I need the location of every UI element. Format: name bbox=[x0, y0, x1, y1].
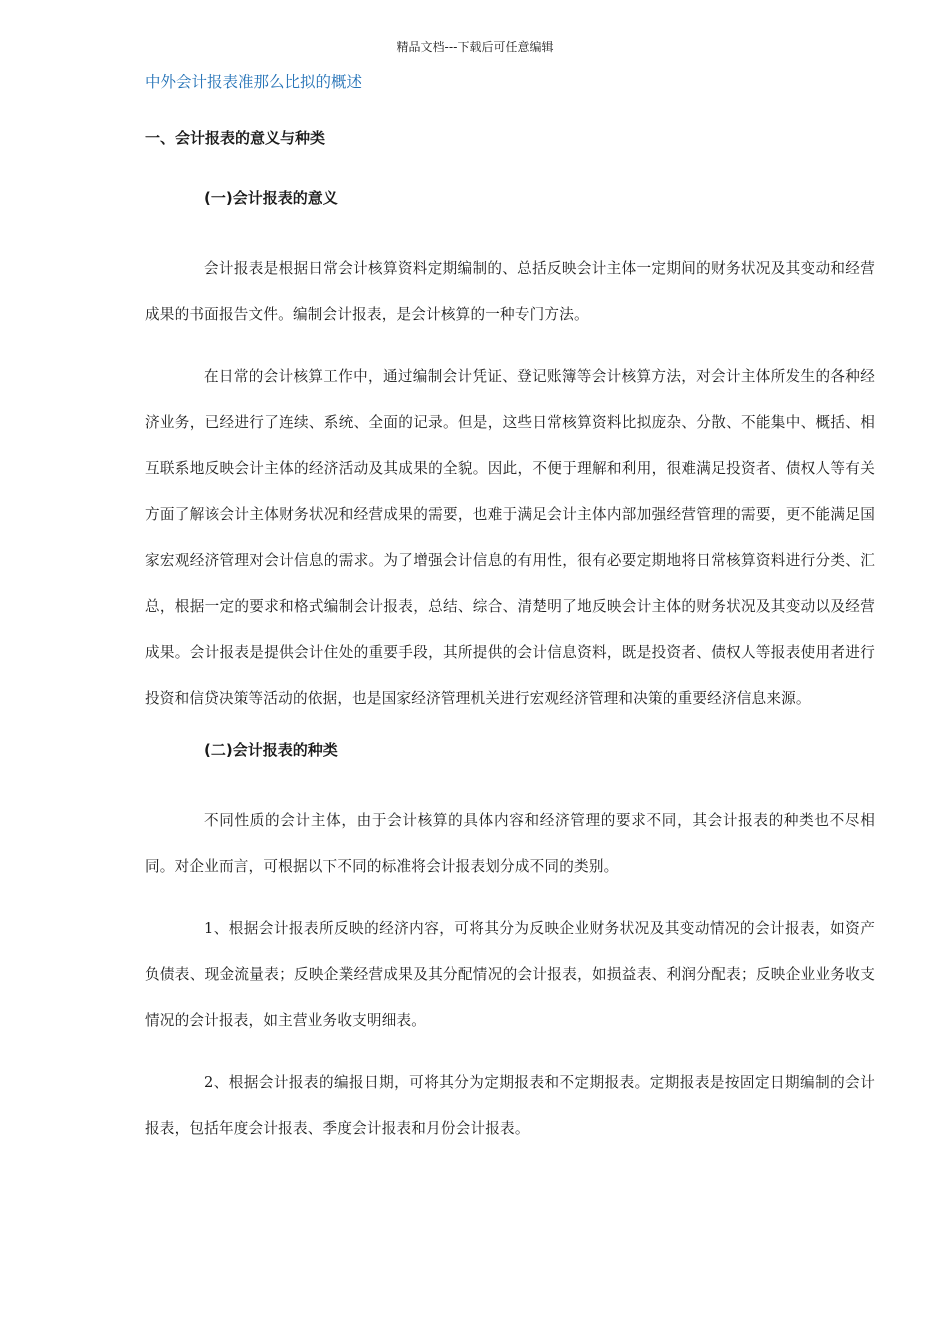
subsection-heading-meaning: (一)会计报表的意义 bbox=[204, 189, 338, 207]
page-header: 精品文档---下载后可任意编辑 bbox=[396, 40, 554, 54]
paragraph: 1、根据会计报表所反映的经济内容，可将其分为反映企业财务状况及其变动情况的会计报表，如资产负债表、现金流量表；反映企業经营成果及其分配情况的会计报表，如损益表、利润分配表；反映企业业务收支情况的会计报表，如主营业务收支明细表。 bbox=[145, 920, 875, 1029]
paragraph: 会计报表是根据日常会计核算资料定期编制的、总括反映会计主体一定期间的财务状况及其变动和经营成果的书面报告文件。编制会计报表，是会计核算的一种专门方法。 bbox=[145, 260, 875, 323]
paragraph: 不同性质的会计主体，由于会计核算的具体内容和经济管理的要求不同，其会计报表的种类也不尽相同。对企业而言，可根据以下不同的标准将会计报表划分成不同的类别。 bbox=[145, 812, 875, 875]
subsection-heading-types: (二)会计报表的种类 bbox=[204, 741, 338, 759]
paragraph: 2、根据会计报表的编报日期，可将其分为定期报表和不定期报表。定期报表是按固定日期编制的会计报表，包括年度会计报表、季度会计报表和月份会计报表。 bbox=[145, 1074, 875, 1137]
paragraph: 在日常的会计核算工作中，通过编制会计凭证、登记账簿等会计核算方法，对会计主体所发生的各种经济业务，已经进行了连续、系统、全面的记录。但是，这些日常核算资料比拟庞杂、分散、不能集中、概括、相互联系地反映会计主体的经济活动及其成果的全貌。因此，不便于理解和利用，很难满足投资者、债权人等有关方面了解该会计主体财务状况和经营成果的需要，也难于满足会计主体内部加强经营管理的需要，更不能满足国家宏观经济管理对会计信息的需求。为了增强会计信息的有用性，很有必要定期地将日常核算资料进行分类、汇总，根据一定的要求和格式编制会计报表，总结、综合、清楚明了地反映会计主体的财务状况及其变动以及经营成果。会计报表是提供会计住处的重要手段，其所提供的会计信息资料，既是投资者、债权人等报表使用者进行投资和信贷决策等活动的依据，也是国家经济管理机关进行宏观经济管理和决策的重要经济信息来源。 bbox=[145, 368, 875, 707]
section-heading-1: 一、会计报表的意义与种类 bbox=[145, 129, 326, 147]
document-body bbox=[145, 126, 875, 1168]
document-title: 中外会计报表准那么比拟的概述 bbox=[145, 73, 363, 91]
